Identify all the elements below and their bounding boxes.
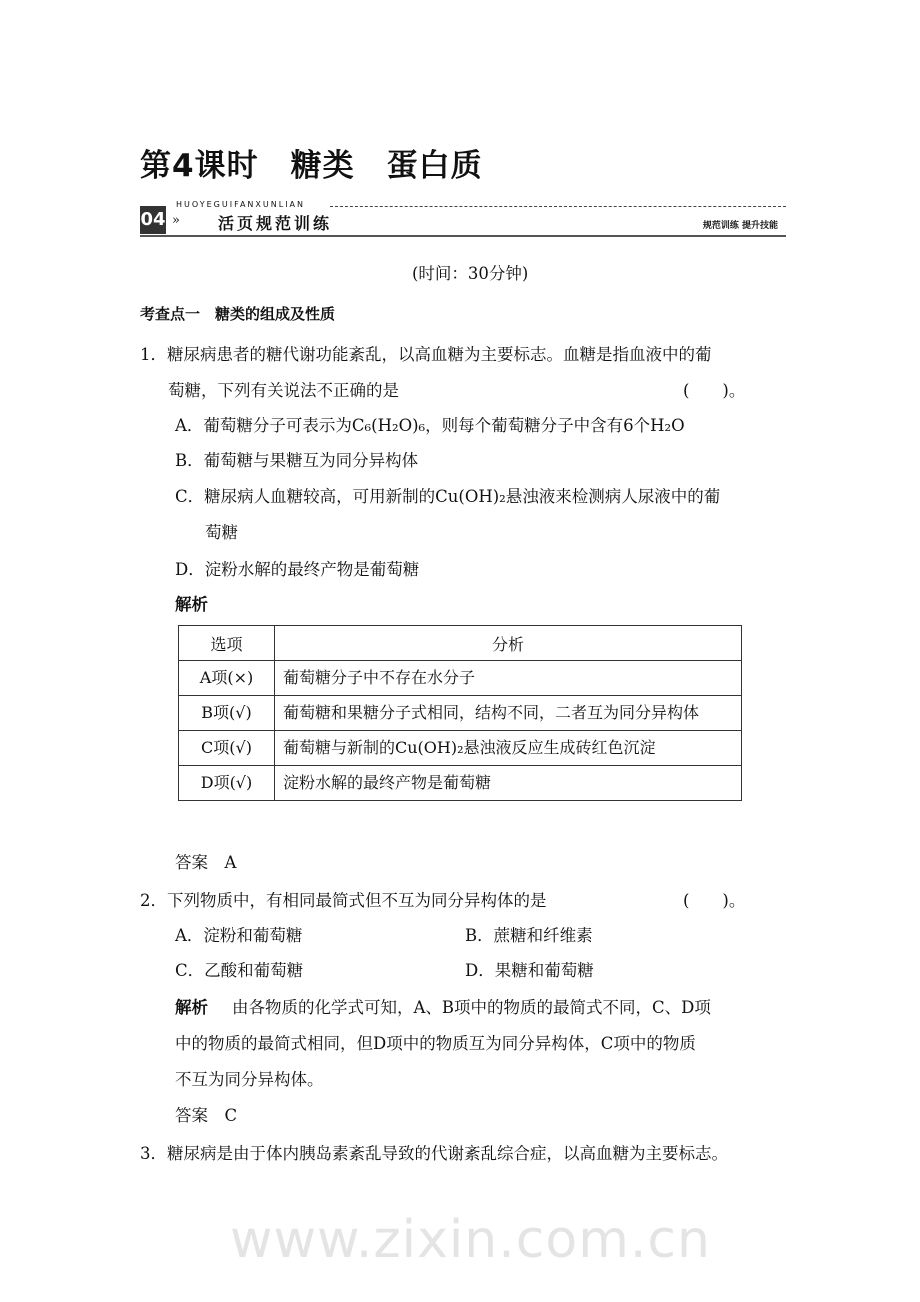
table-row [179,731,742,766]
banner-pinyin: HUOYEGUIFANXUNLIAN [176,200,306,209]
banner-badge: 04 [140,206,166,234]
section-heading: 考查点一 糖类的组成及性质 [140,305,336,323]
table-cell-option: D项(√) [179,766,275,801]
q2-answer-paren: ( )。 [683,891,746,910]
table-header-row [179,626,742,661]
q2-option-b: B．蔗糖和纤维素 [465,926,593,945]
q1-option-a: A．葡萄糖分子可表示为C₆(H₂O)₆，则每个葡萄糖分子中含有6个H₂O [175,416,685,435]
chevron-icon: » [172,213,180,228]
q2-stem: 2．下列物质中，有相同最简式但不互为同分异构体的是 [140,891,547,910]
q2-option-d: D．果糖和葡萄糖 [465,961,594,980]
q2-analysis-label: 解析 [175,998,208,1017]
analysis-table [178,625,742,801]
q1-stem: 1．糖尿病患者的糖代谢功能紊乱，以高血糖为主要标志。血糖是指血液中的葡 [140,345,712,364]
q1-answer-paren: ( )。 [683,381,746,400]
banner-title: 活页规范训练 [218,214,333,233]
table-cell-analysis: 葡萄糖与新制的Cu(OH)₂悬浊液反应生成砖红色沉淀 [275,731,742,766]
table-cell-option: C项(√) [179,731,275,766]
watermark: www.zixin.com.cn [230,1210,711,1270]
q3-stem: 3．糖尿病是由于体内胰岛素紊乱导致的代谢紊乱综合症，以高血糖为主要标志。 [140,1144,728,1163]
q1-option-d: D．淀粉水解的最终产物是葡萄糖 [175,560,420,579]
table-cell-analysis: 淀粉水解的最终产物是葡萄糖 [275,766,742,801]
q1-option-c-cont: 萄糖 [205,523,238,542]
table-cell-option: B项(√) [179,696,275,731]
q2-answer: 答案 C [175,1106,238,1125]
table-row [179,766,742,801]
q1-stem-cont: 萄糖，下列有关说法不正确的是 [168,381,399,400]
q2-analysis-cont: 中的物质的最简式相同，但D项中的物质互为同分异构体，C项中的物质 [175,1034,696,1053]
banner-dotted-line [330,206,786,207]
table-row [179,661,742,696]
table-header: 选项 [179,626,275,661]
q1-option-c: C．糖尿病人血糖较高，可用新制的Cu(OH)₂悬浊液来检测病人尿液中的葡 [175,487,721,506]
banner-rule [140,235,786,237]
q2-option-a: A．淀粉和葡萄糖 [175,926,303,945]
q1-option-b: B．葡萄糖与果糖互为同分异构体 [175,451,419,470]
table-row [179,696,742,731]
table-cell-option: A项(×) [179,661,275,696]
q2-analysis-cont: 不互为同分异构体。 [175,1070,324,1089]
q1-answer: 答案 A [175,853,237,872]
table-cell-analysis: 葡萄糖分子中不存在水分子 [275,661,742,696]
section-banner [140,200,786,237]
page-title: 第4课时 糖类 蛋白质 [140,148,483,184]
table-header: 分析 [275,626,742,661]
time-limit: (时间：30分钟) [412,264,529,283]
q2-analysis: 由各物质的化学式可知，A、B项中的物质的最简式不同，C、D项 [232,998,711,1017]
q2-option-c: C．乙酸和葡萄糖 [175,961,304,980]
banner-slogan: 规范训练 提升技能 [702,221,778,231]
q1-analysis-label: 解析 [175,595,208,614]
table-cell-analysis: 葡萄糖和果糖分子式相同，结构不同，二者互为同分异构体 [275,696,742,731]
